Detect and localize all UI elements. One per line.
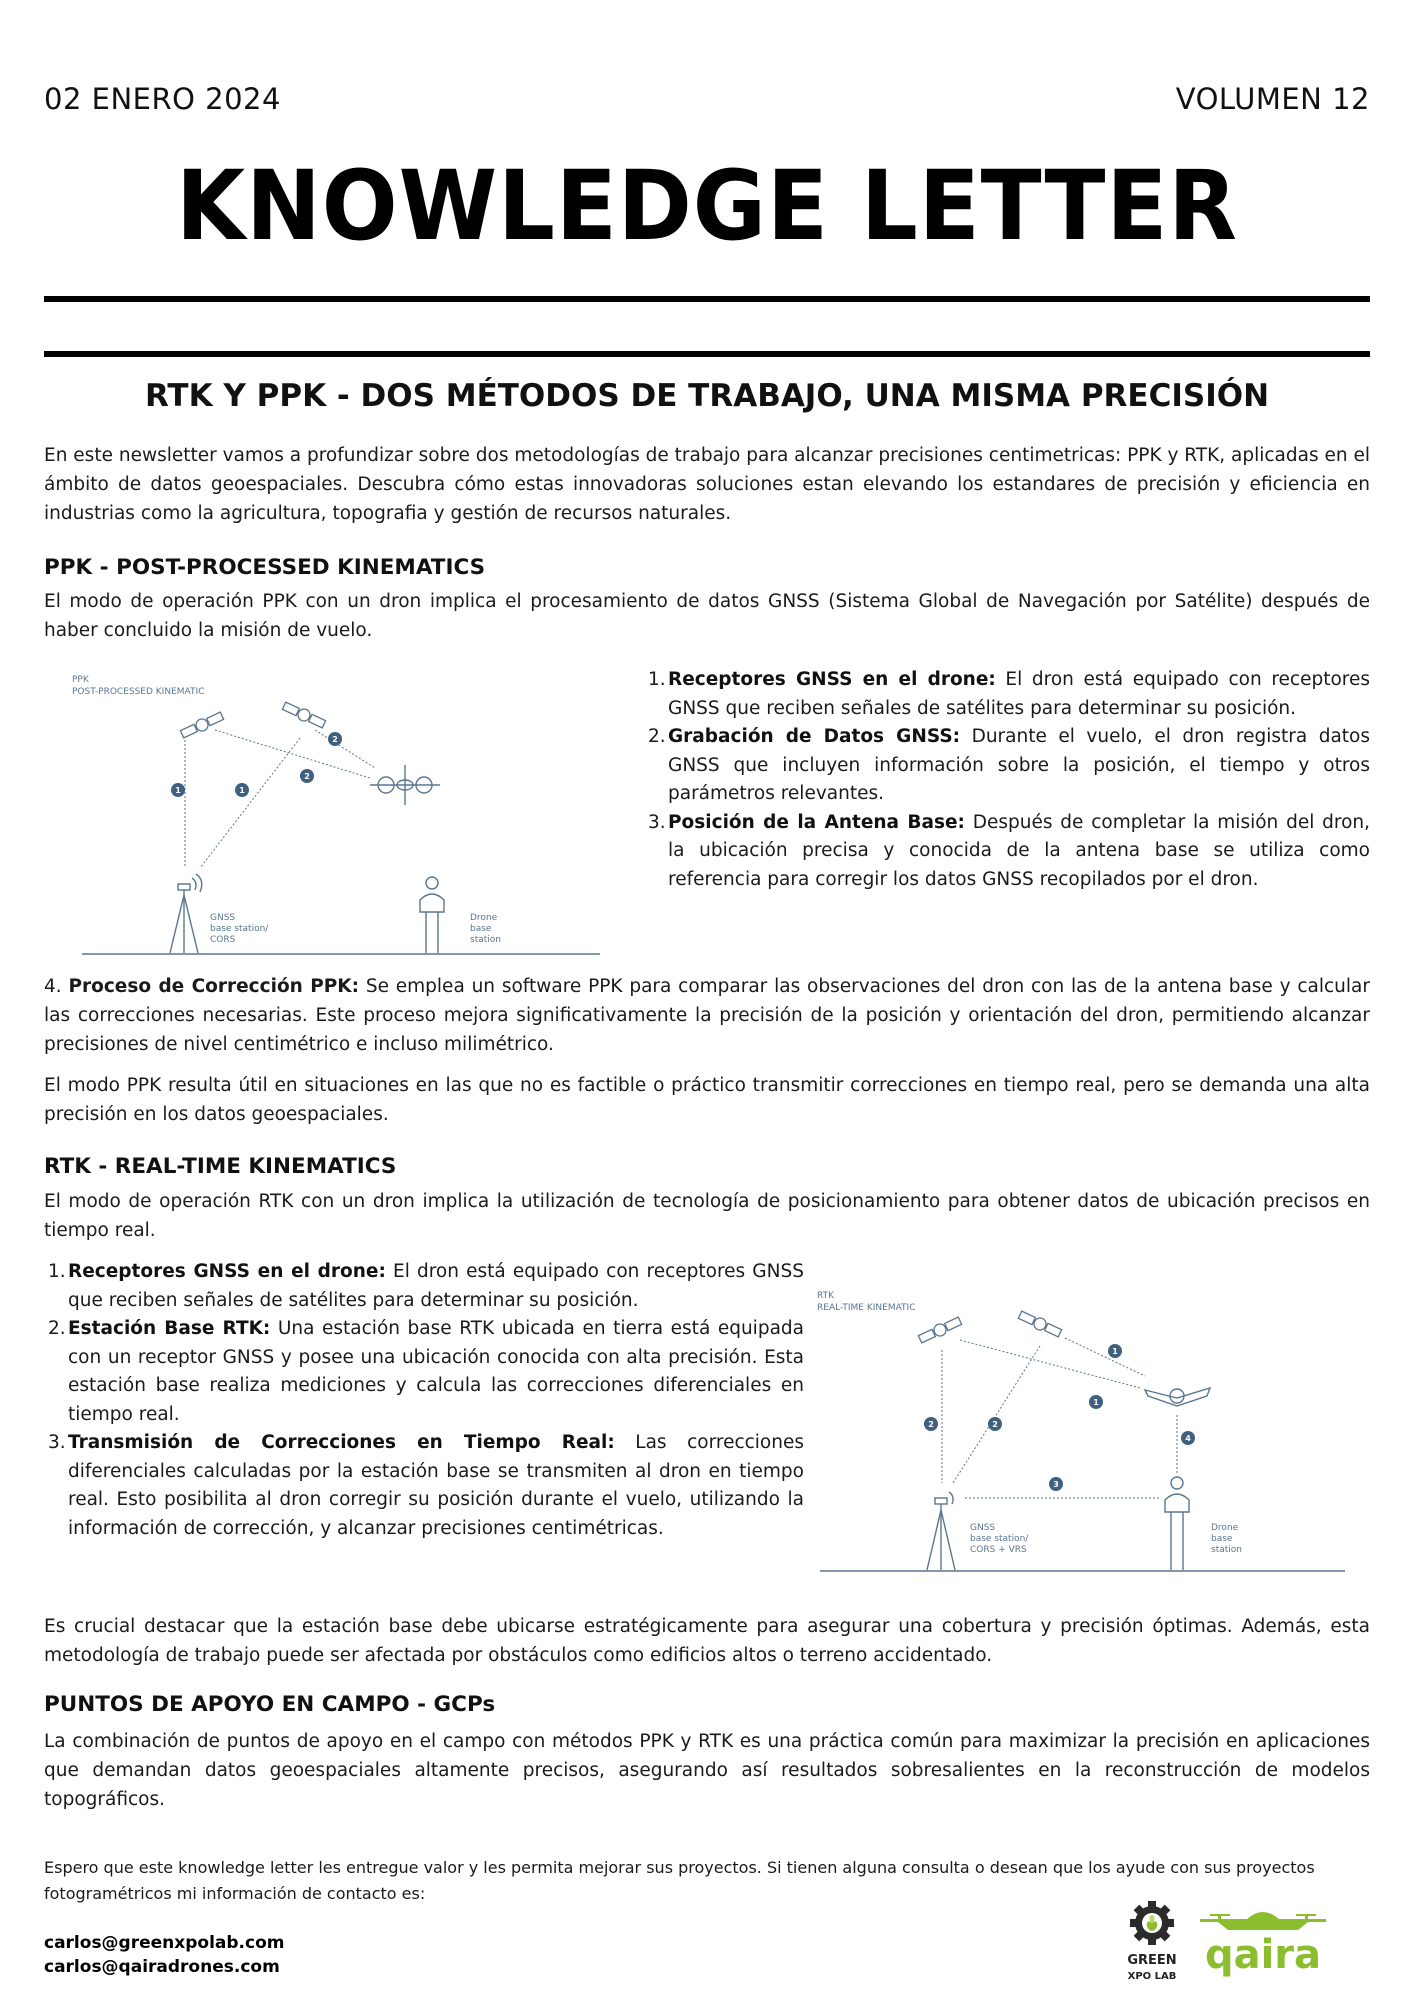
list-item: 1. Receptores GNSS en el drone: El dron está equipado con receptores GNSS que reciben señales de satélites para determinar su posición.	[48, 1261, 804, 1311]
rtk-heading: RTK - REAL-TIME KINEMATICS	[44, 1154, 397, 1179]
svg-text:2: 2	[928, 1420, 934, 1429]
rtk-diagram-title-1: RTK	[817, 1291, 834, 1301]
step-badge	[1089, 1395, 1103, 1409]
satellite-icon	[282, 700, 327, 729]
closing-paragraph: Espero que este knowledge letter les entregue valor y les permita mejorar sus proyectos. Si tienen alguna consulta o desean que los ayude con sus proyectos fotogramétricos mi información de contacto es:	[44, 1858, 1315, 1903]
rtk-diagram	[815, 1288, 1355, 1578]
greenxpolab-logo	[1122, 1895, 1182, 1995]
fixed-wing-drone-icon	[1145, 1388, 1210, 1406]
gcp-description: La combinación de puntos de apoyo en el campo con métodos PPK y RTK es una práctica común para maximizar la precisión en aplicaciones que demandan datos geoespaciales altamente precisos, asegurando así resultados sobresalientes en la reconstrucción de modelos topográficos.	[44, 1731, 1370, 1810]
list-item: 1. Receptores GNSS en el drone: El dron está equipado con receptores GNSS que reciben señales de satélites para determinar su posición.	[648, 669, 1370, 719]
base-label-1: GNSS	[970, 1523, 996, 1533]
list-item: 2. Estación Base RTK: Una estación base RTK ubicada en tierra está equipada con un receptor GNSS y posee una ubicación conocida con alta precisión. Esta estación base realiza mediciones y calcula las correcciones diferenciales en tiempo real.	[48, 1318, 804, 1425]
satellite-icon	[1018, 1309, 1063, 1338]
svg-text:1: 1	[175, 786, 181, 795]
greenxpolab-logo-line1: GREEN	[1127, 1953, 1177, 1968]
drone-operator-icon	[420, 877, 444, 953]
operator-label-1: Drone	[470, 913, 498, 923]
operator-label-2: base	[470, 924, 492, 934]
operator-label-2: base	[1211, 1534, 1233, 1544]
header-divider-top	[44, 296, 1370, 302]
operator-label-3: station	[1211, 1545, 1242, 1555]
step-badge	[924, 1417, 938, 1431]
base-label-1: GNSS	[210, 913, 236, 923]
greenxpolab-logo-line2: XPO LAB	[1127, 1971, 1177, 1982]
article-headline: RTK Y PPK - DOS MÉTODOS DE TRABAJO, UNA MISMA PRECISIÓN	[144, 378, 1270, 414]
step-badge	[1049, 1477, 1063, 1491]
base-label-3: CORS	[210, 935, 236, 945]
ppk-diagram-title-1: PPK	[72, 675, 89, 685]
step-badge	[300, 769, 314, 783]
step-badge	[235, 783, 249, 797]
qaira-drone-icon	[1198, 1900, 1328, 1980]
step-badge	[328, 732, 342, 746]
signal-lines	[185, 730, 375, 868]
ppk-step-4: 4. Proceso de Corrección PPK: Se emplea un software PPK para comparar las observaciones del dron con las de la antena base y calcular las correcciones necesarias. Este proceso mejora significativamente la precisión de la posición y orientación del dron, permitiendo alcanzar precisiones de nivel centimétrico e incluso milimétrico.	[44, 976, 1370, 1055]
intro-paragraph: En este newsletter vamos a profundizar sobre dos metodologías de trabajo para alcanzar precisiones centimetricas: PPK y RTK, aplicadas en el ámbito de datos geoespaciales. Descubra cómo estas innovadoras soluciones estan elevando los estandares de precisión y eficiencia en industrias como la agricultura, topografia y gestión de recursos naturales.	[44, 445, 1370, 524]
drone-icon	[370, 765, 440, 805]
satellite-icon	[918, 1315, 963, 1344]
step-badge	[171, 783, 185, 797]
rtk-note: Es crucial destacar que la estación base debe ubicarse estratégicamente para asegurar una cobertura y precisión óptimas. Además, esta metodología de trabajo puede ser afectada por obstáculos como edificios altos o terreno accidentado.	[44, 1616, 1370, 1666]
step-badge	[988, 1417, 1002, 1431]
rtk-steps-list	[48, 1258, 804, 1543]
gnss-base-station-icon	[927, 1492, 955, 1570]
ppk-diagram-title-2: POST-PROCESSED KINEMATIC	[72, 687, 205, 697]
svg-text:1: 1	[1093, 1398, 1099, 1407]
svg-text:2: 2	[332, 735, 338, 744]
newsletter-title: KNOWLEDGE LETTER	[176, 150, 1238, 262]
operator-label-1: Drone	[1211, 1523, 1239, 1533]
rtk-diagram-title-2: REAL-TIME KINEMATIC	[817, 1303, 916, 1313]
svg-text:1: 1	[239, 786, 245, 795]
email-link-greenxpolab[interactable]: carlos@greenxpolab.com	[44, 1933, 285, 1953]
signal-lines	[942, 1338, 1177, 1498]
ppk-note: El modo PPK resulta útil en situaciones en las que no es factible o práctico transmitir correcciones en tiempo real, pero se demanda una alta precisión en los datos geoespaciales.	[44, 1075, 1370, 1125]
svg-text:1: 1	[1112, 1347, 1118, 1356]
drone-operator-icon	[1165, 1477, 1189, 1570]
svg-text:3: 3	[1053, 1480, 1059, 1489]
rtk-description: El modo de operación RTK con un dron implica la utilización de tecnología de posicionamiento para obtener datos de ubicación precisos en tiempo real.	[44, 1191, 1370, 1241]
gnss-base-station-icon	[170, 874, 202, 953]
ppk-steps-list	[648, 666, 1371, 894]
gcp-heading: PUNTOS DE APOYO EN CAMPO - GCPs	[44, 1692, 496, 1717]
header-divider-bottom	[44, 351, 1370, 357]
issue-volume: VOLUMEN 12	[1175, 82, 1370, 116]
satellite-icon	[180, 710, 225, 739]
ppk-description: El modo de operación PPK con un dron implica el procesamiento de datos GNSS (Sistema Global de Navegación por Satélite) después de haber concluido la misión de vuelo.	[44, 591, 1370, 641]
list-item: 3. Transmisión de Correcciones en Tiempo Real: Las correcciones diferenciales calculadas por la estación base se transmiten al dron en tiempo real. Esto posibilita al dron corregir su posición durante el vuelo, utilizando la información de corrección, y alcanzar precisiones centimétricas.	[48, 1432, 804, 1539]
qaira-wordmark: qaira	[1204, 1932, 1322, 1978]
base-label-2: base station/	[970, 1534, 1029, 1544]
base-label-3: CORS + VRS	[970, 1545, 1027, 1555]
gear-icon	[1122, 1895, 1182, 1955]
qaira-logo	[1198, 1900, 1328, 1980]
svg-text:2: 2	[304, 772, 310, 781]
email-link-qaira[interactable]: carlos@qairadrones.com	[44, 1957, 280, 1977]
list-item: 2. Grabación de Datos GNSS: Durante el vuelo, el dron registra datos GNSS que incluyen información sobre la posición, el tiempo y otros parámetros relevantes.	[648, 726, 1371, 804]
step-badge	[1108, 1344, 1122, 1358]
base-label-2: base station/	[210, 924, 269, 934]
ppk-diagram	[70, 670, 610, 960]
operator-label-3: station	[470, 935, 501, 945]
svg-text:4: 4	[1185, 1434, 1191, 1443]
step-badge	[1181, 1431, 1195, 1445]
list-item: 3. Posición de la Antena Base: Después de completar la misión del dron, la ubicación precisa y conocida de la antena base se utiliza como referencia para corregir los datos GNSS recopilados por el dron.	[648, 811, 1371, 890]
svg-text:2: 2	[992, 1420, 998, 1429]
ppk-heading: PPK - POST-PROCESSED KINEMATICS	[44, 555, 486, 580]
issue-date: 02 ENERO 2024	[44, 82, 281, 116]
